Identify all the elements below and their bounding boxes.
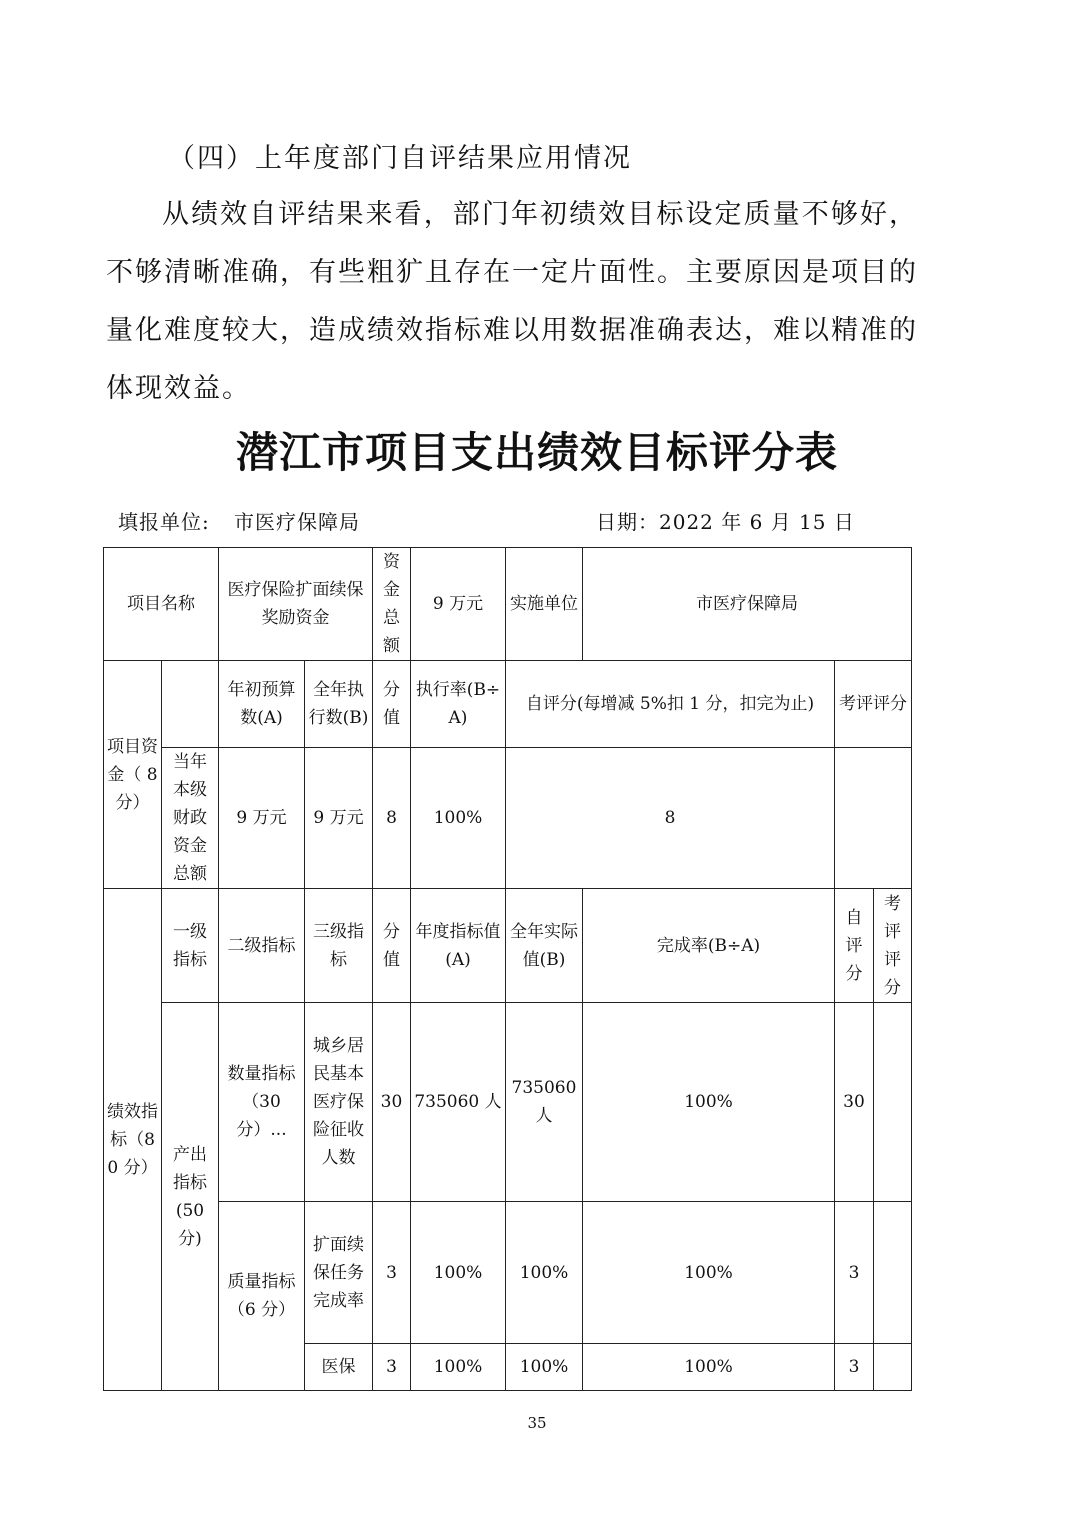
- table-row: [104, 889, 912, 1003]
- reporting-unit: 市医疗保障局: [234, 510, 360, 534]
- fund-source-label: 当年本级财政资金总额: [162, 748, 219, 889]
- impl-unit-label: 实施单位: [506, 548, 583, 661]
- self-score-header: 自评分: [835, 889, 874, 1003]
- quality-indicator: 质量指标（6 分）: [219, 1202, 305, 1391]
- self-score-value: 8: [506, 748, 835, 889]
- impl-unit: 市医疗保障局: [583, 548, 912, 661]
- actual-header: 全年实际值(B): [506, 889, 583, 1003]
- fund-total-label: 资金总额: [373, 548, 411, 661]
- score-value: 30: [373, 1003, 411, 1202]
- self-score-value: 3: [835, 1344, 874, 1391]
- target-value: 735060 人: [411, 1003, 506, 1202]
- score-value: 8: [373, 748, 411, 889]
- table-row: [104, 1003, 912, 1202]
- performance-section: 绩效指标（80 分）: [104, 889, 162, 1391]
- review-score-value: [874, 1202, 912, 1344]
- completion-rate-header: 完成率(B÷A): [583, 889, 835, 1003]
- review-score-value: [835, 748, 912, 889]
- table-row: [104, 1202, 912, 1344]
- table-title: 潜江市项目支出绩效目标评分表: [235, 428, 838, 477]
- actual-value: 100%: [506, 1344, 583, 1391]
- review-score-value: [874, 1003, 912, 1202]
- project-name-label: 项目名称: [104, 548, 219, 661]
- project-fund-section: 项目资金（ 8 分）: [104, 661, 162, 889]
- review-score-value: [874, 1344, 912, 1391]
- level3-indicator: 扩面续保任务完成率: [305, 1202, 373, 1344]
- completion-rate-value: 100%: [583, 1344, 835, 1391]
- output-indicator: 产出指标(50 分): [162, 1003, 219, 1391]
- review-score-header: 考评评分: [835, 661, 912, 748]
- actual-value: 100%: [506, 1202, 583, 1344]
- reporting-unit-label: 填报单位:: [118, 510, 210, 534]
- completion-rate-value: 100%: [583, 1003, 835, 1202]
- score-value: 3: [373, 1202, 411, 1344]
- level3-header: 三级指标: [305, 889, 373, 1003]
- level1-header: 一级指标: [162, 889, 219, 1003]
- score-header: 分值: [373, 661, 411, 748]
- page-number: 35: [527, 1414, 547, 1432]
- empty-cell: [162, 661, 219, 748]
- table-row: [104, 661, 912, 748]
- table-row: [104, 748, 912, 889]
- body-paragraph: 从绩效自评结果来看，部门年初绩效目标设定质量不够好，不够清晰准确，有些粗犷且存在一定片面性。主要原因是项目的量化难度较大，造成绩效指标难以用数据准确表达，难以精准的体现效益。: [106, 199, 918, 404]
- self-score-value: 30: [835, 1003, 874, 1202]
- exec-rate-header: 执行率(B÷A): [411, 661, 506, 748]
- self-score-value: 3: [835, 1202, 874, 1344]
- section-heading: （四）上年度部门自评结果应用情况: [168, 143, 632, 174]
- actual-value: 735060 人: [506, 1003, 583, 1202]
- table-row: [104, 548, 912, 661]
- budget-header: 年初预算数(A): [219, 661, 305, 748]
- exec-rate-value: 100%: [411, 748, 506, 889]
- evaluation-table: [103, 547, 912, 1391]
- score-header: 分值: [373, 889, 411, 1003]
- target-value: 100%: [411, 1344, 506, 1391]
- executed-value: 9 万元: [305, 748, 373, 889]
- review-score-header: 考评评分: [874, 889, 912, 1003]
- score-value: 3: [373, 1344, 411, 1391]
- level3-indicator: 城乡居民基本医疗保险征收人数: [305, 1003, 373, 1202]
- self-score-header: 自评分(每增减 5%扣 1 分，扣完为止): [506, 661, 835, 748]
- target-value: 100%: [411, 1202, 506, 1344]
- level3-indicator: 医保: [305, 1344, 373, 1391]
- project-name: 医疗保险扩面续保奖励资金: [219, 548, 373, 661]
- fund-total: 9 万元: [411, 548, 506, 661]
- completion-rate-value: 100%: [583, 1202, 835, 1344]
- quantity-indicator: 数量指标（30 分）...: [219, 1003, 305, 1202]
- report-date: 日期：2022 年 6 月 15 日: [596, 510, 855, 534]
- budget-value: 9 万元: [219, 748, 305, 889]
- executed-header: 全年执行数(B): [305, 661, 373, 748]
- target-header: 年度指标值(A): [411, 889, 506, 1003]
- level2-header: 二级指标: [219, 889, 305, 1003]
